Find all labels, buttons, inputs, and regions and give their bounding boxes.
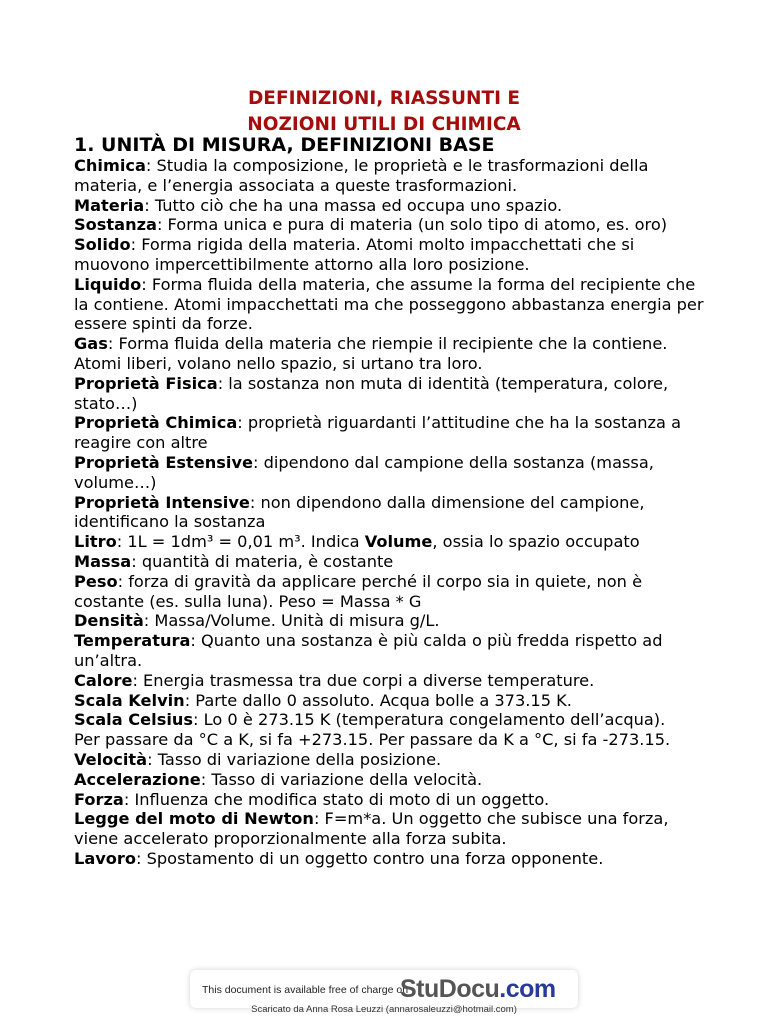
definition-term: Legge del moto di Newton <box>74 809 314 829</box>
definition-term: Lavoro <box>74 848 137 868</box>
definition-term: Temperatura <box>74 631 191 651</box>
logo-part-1: StuDocu <box>400 975 500 1003</box>
definition-text: : Forma rigida della materia. Atomi molto impacchettati che si muovono impercettibilmente attorno alla loro posizione. <box>74 235 635 274</box>
definition-text: : Studia la composizione, le proprietà e le trasformazioni della materia, e l’energia associata a queste trasformazioni. <box>74 156 649 195</box>
definition-text: : proprietà riguardanti l’attitudine che ha la sostanza a reagire con altre <box>74 413 681 453</box>
definition-text: : Lo 0 è 273.15 K (temperatura congelamento dell’acqua). <box>193 710 666 730</box>
definition-text: : Parte dallo 0 assoluto. Acqua bolle a 373.15 K. <box>184 690 572 710</box>
definition-term: Velocità <box>74 749 148 769</box>
definition-text: Per passare da °C a K, si fa +273.15. Per passare da K a °C, si fa -273.15. <box>74 730 671 750</box>
definition-text: : Spostamento di un oggetto contro una forza opponente. <box>136 848 604 868</box>
definition-entry <box>74 730 714 750</box>
definition-text: : F=m*a. Un oggetto che subisce una forza, viene accelerato proporzionalmente alla forza subita. <box>74 809 669 849</box>
document-title <box>0 86 768 138</box>
definition-entry <box>74 334 714 374</box>
definition-entry <box>74 770 714 790</box>
definition-entry <box>74 156 714 196</box>
definition-term: Calore <box>74 670 133 690</box>
definition-entry <box>74 453 714 493</box>
definition-entry <box>74 196 714 216</box>
definition-entry <box>74 493 714 533</box>
definition-term: Litro <box>74 532 117 552</box>
definition-text: : non dipendono dalla dimensione del campione, identificano la sostanza <box>74 492 645 532</box>
definition-term: Chimica <box>74 156 146 175</box>
definition-text: : Tasso di variazione della velocità. <box>200 769 483 789</box>
definition-text: : Tutto ciò che ha una massa ed occupa uno spazio. <box>144 195 563 215</box>
definition-entry <box>74 691 714 711</box>
title-line-2: NOZIONI UTILI DI CHIMICA <box>247 114 521 135</box>
definition-text: : 1L = 1dm³ = 0,01 m³. Indica <box>116 532 365 552</box>
definition-term: Accelerazione <box>74 769 201 789</box>
title-line-1: DEFINIZIONI, RIASSUNTI E <box>247 88 521 109</box>
definition-entry <box>74 235 714 275</box>
definition-term: Materia <box>74 195 145 215</box>
definition-text: : forza di gravità da applicare perché il corpo sia in quiete, non è costante (es. sulla luna). Peso = Massa * G <box>74 571 643 611</box>
definition-term: Liquido <box>74 274 142 294</box>
definition-text: : Forma fluida della materia, che assume la forma del recipiente che la contiene. Atomi impacchettati ma che posseggono abbastanza energia per essere spinti da forze. <box>74 274 704 334</box>
definition-term: Scala Kelvin <box>74 690 185 710</box>
definition-entry <box>74 374 714 414</box>
definition-term: Proprietà Estensive <box>74 452 254 472</box>
definition-entry <box>74 790 714 810</box>
definition-text: : quantità di materia, è costante <box>131 551 394 571</box>
downloaded-by-notice: Scaricato da Anna Rosa Leuzzi (annarosaleuzzi@hotmail.com) <box>251 1004 517 1015</box>
definition-text: : Massa/Volume. Unità di misura g/L. <box>143 611 440 631</box>
definition-entry <box>74 552 714 572</box>
definition-term: Sostanza <box>74 215 157 235</box>
definition-text: : Tasso di variazione della posizione. <box>147 749 442 769</box>
definition-term: Proprietà Fisica <box>74 373 218 393</box>
definition-text: : Quanto una sostanza è più calda o più fredda rispetto ad un’altra. <box>74 631 663 670</box>
definition-term: Proprietà Intensive <box>74 492 250 512</box>
definition-term: Densità <box>74 611 144 631</box>
definition-term: Scala Celsius <box>74 710 194 730</box>
definition-entry <box>74 413 714 453</box>
definition-entry <box>74 611 714 631</box>
definition-text: : dipendono dal campione della sostanza (massa, volume…) <box>74 452 654 492</box>
definition-entry <box>74 532 714 552</box>
studocu-banner[interactable] <box>190 970 578 1008</box>
definition-entry <box>74 572 714 612</box>
logo-part-2: .com <box>499 975 556 1003</box>
definition-entry <box>74 215 714 235</box>
definition-term: Peso <box>74 571 118 591</box>
definition-entry <box>74 671 714 691</box>
free-notice: This document is available free of charge on <box>202 984 409 996</box>
definition-term: Forza <box>74 789 124 809</box>
definition-entry <box>74 809 714 849</box>
definition-term: Proprietà Chimica <box>74 413 238 433</box>
definition-text: , ossia lo spazio occupato <box>432 532 640 552</box>
definition-entry <box>74 849 714 869</box>
definitions-list <box>74 156 714 869</box>
definition-text: : Forma unica e pura di materia (un solo tipo di atomo, es. oro) <box>156 215 668 235</box>
definition-entry <box>74 275 714 334</box>
definition-term: Solido <box>74 235 131 255</box>
definition-term: Volume <box>364 532 433 552</box>
definition-text: : Energia trasmessa tra due corpi a diverse temperature. <box>132 670 595 690</box>
definition-text: : Influenza che modifica stato di moto di un oggetto. <box>123 789 550 809</box>
definition-term: Gas <box>74 334 108 354</box>
definition-text: : Forma fluida della materia che riempie il recipiente che la contiene. Atomi liberi, volano nello spazio, si urtano tra loro. <box>74 334 668 373</box>
section-heading: 1. UNITÀ DI MISURA, DEFINIZIONI BASE <box>74 134 495 156</box>
definition-term: Massa <box>74 551 132 571</box>
studocu-logo[interactable] <box>400 975 556 1004</box>
definition-entry <box>74 631 714 671</box>
definition-text: : la sostanza non muta di identità (temperatura, colore, stato…) <box>74 373 669 413</box>
definition-entry <box>74 750 714 770</box>
definition-entry <box>74 710 714 730</box>
